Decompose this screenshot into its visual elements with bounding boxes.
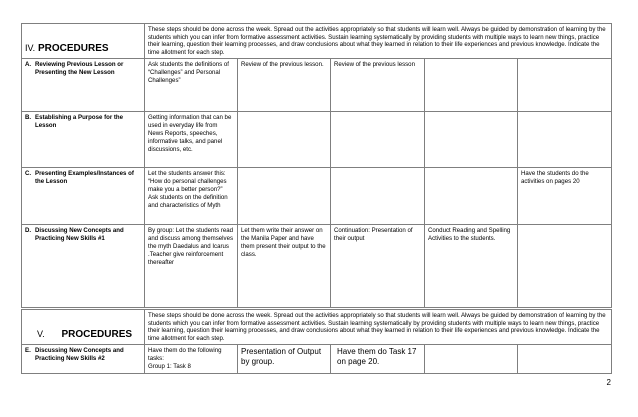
table-cell: Let them write their answer on the Manila Paper and have them present their output to the class. xyxy=(238,225,331,308)
table-row xyxy=(22,112,612,168)
table-cell: Review of the previous lesson. xyxy=(238,59,331,112)
table-cell xyxy=(238,168,331,225)
table-row xyxy=(22,59,612,112)
section-instructions: These steps should be done across the week. Spread out the activities appropriately so that students will learn well. Always be guided by demonstration of learning by the students which you can infer from formative assessment activities. Sustain learning systematically by providing students with multiple ways to learn new things, practice their learning, question their learning processes, and draw conclusions about what they learned in relation to their life experiences and previous knowledge. Indicate the time allotment for each step. xyxy=(145,24,612,59)
section-instructions: These steps should be done across the week. Spread out the activities appropriately so that students will learn well. Always be guided by demonstration of learning by the students which you can infer from formative assessment activities. Sustain learning systematically by providing students with multiple ways to learn new things, practice their learning, question their learning processes, and draw conclusions about what they learned in relation to their life experiences and previous knowledge. Indicate the time allotment for each step. xyxy=(145,310,612,345)
table-cell xyxy=(331,112,425,168)
table-row xyxy=(22,225,612,308)
table-cell: Have them do the following tasks: Group 1: Task 8 xyxy=(145,345,238,374)
table-cell: Getting information that can be used in everyday life from News Reports, speeches, informative talks, and panel discussions, etc. xyxy=(145,112,238,168)
table-cell xyxy=(518,345,612,374)
table-cell: Have the students do the activities on pages 20 xyxy=(518,168,612,225)
section-roman: IV. xyxy=(25,43,36,54)
table-cell: By group: Let the students read and discuss among themselves the myth Daedalus and Icarus .Teacher give reinforcement thereafter xyxy=(145,225,238,308)
table-cell xyxy=(425,112,518,168)
table-cell: Continuation: Presentation of their output xyxy=(331,225,425,308)
table-cell xyxy=(425,59,518,112)
table-cell: Have them do Task 17 on page 20. xyxy=(331,345,425,374)
table-cell: Presentation of Output by group. xyxy=(238,345,331,374)
table-cell: Ask students the definitions of “Challenges” and Personal Challenges” xyxy=(145,59,238,112)
table-cell: Conduct Reading and Spelling Activities to the students. xyxy=(425,225,518,308)
table-row xyxy=(22,345,612,374)
section-title: PROCEDURES xyxy=(61,329,133,341)
table-cell xyxy=(425,168,518,225)
section-roman: V. xyxy=(37,329,45,340)
row-label: A. Reviewing Previous Lesson or Presenting the New Lesson xyxy=(22,59,145,112)
row-label: C. Presenting Examples/Instances of the Lesson xyxy=(22,168,145,225)
table-cell xyxy=(518,225,612,308)
row-label: B. Establishing a Purpose for the Lesson xyxy=(22,112,145,168)
table-cell xyxy=(238,112,331,168)
section-heading xyxy=(22,24,145,59)
table-cell: Let the students answer this: “How do personal challenges make you a better person?” Ask students on the definition and characteristics of Myth xyxy=(145,168,238,225)
page-number: 2 xyxy=(606,378,611,387)
table-cell xyxy=(425,345,518,374)
procedures-table-iv xyxy=(21,23,612,308)
row-label: E. Discussing New Concepts and Practicing New Skills #2 xyxy=(22,345,145,374)
table-cell xyxy=(518,59,612,112)
table-cell xyxy=(331,168,425,225)
table-cell: Review of the previous lesson xyxy=(331,59,425,112)
section-heading xyxy=(22,310,145,345)
procedures-table-v xyxy=(21,309,612,374)
table-cell xyxy=(518,112,612,168)
section-title: PROCEDURES xyxy=(37,43,109,55)
row-label: D. Discussing New Concepts and Practicing New Skills #1 xyxy=(22,225,145,308)
table-row xyxy=(22,168,612,225)
